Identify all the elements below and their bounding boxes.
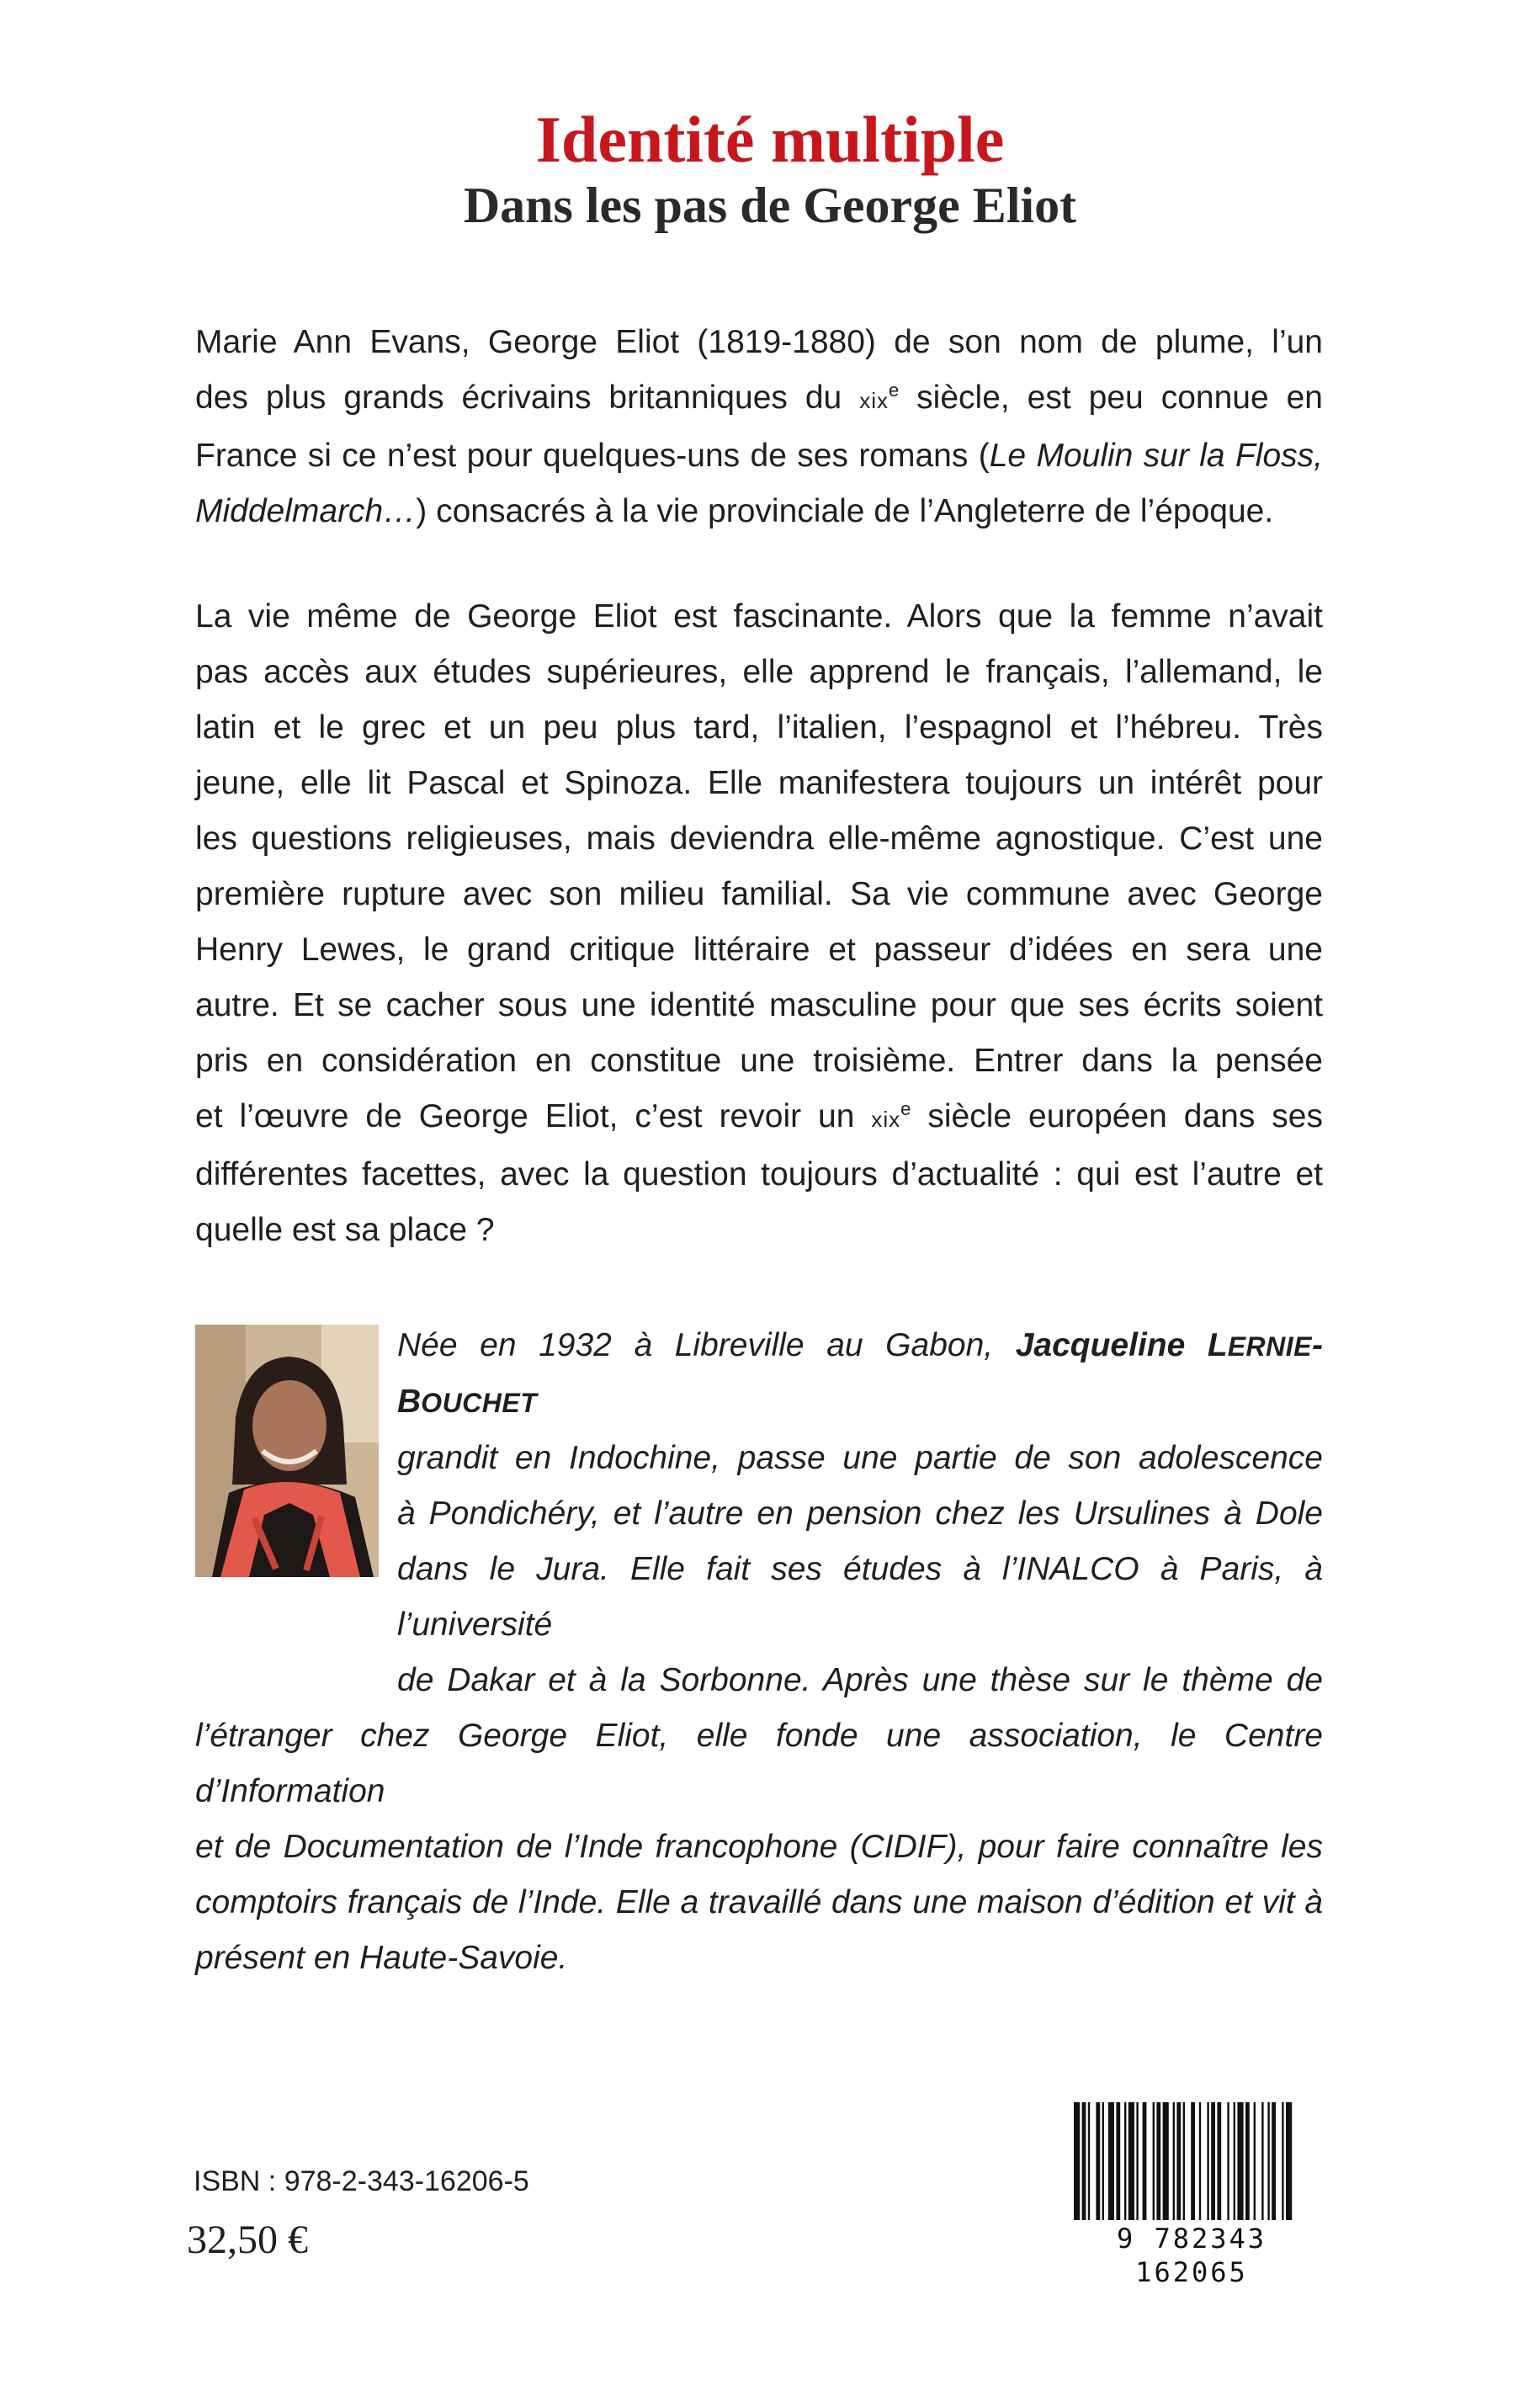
text-line: différentes facettes, avec la question toujours d’actualité : qui est l’autre et bbox=[195, 1156, 1323, 1192]
text-line: autre. Et se cacher sous une identité masculine pour que ses écrits soient bbox=[195, 987, 1323, 1023]
text-line: France si ce n’est pour quelques-uns de ses romans (Le Moulin sur la Floss, bbox=[195, 438, 1324, 474]
text-line: comptoirs français de l’Inde. Elle a travaillé dans une maison d’édition et vit à bbox=[195, 1884, 1323, 1920]
text-line: des plus grands écrivains britanniques du xix$^e$ siècle, est peu connue en bbox=[195, 380, 1323, 416]
text-line: et l’œuvre de George Eliot, c’est revoir un xix$^e$ siècle européen dans ses bbox=[195, 1098, 1323, 1134]
text-line: La vie même de George Eliot est fascinante. Alors que la femme n’avait bbox=[195, 598, 1323, 635]
book-title: Identité multiple bbox=[535, 103, 1005, 176]
text-line: jeune, elle lit Pascal et Spinoza. Elle manifestera toujours un intérêt pour bbox=[195, 765, 1323, 801]
novel-title: Le Moulin sur la Floss, bbox=[989, 438, 1324, 474]
text-line: quelle est sa place ? bbox=[195, 1212, 495, 1248]
novel-title: Middelmarch… bbox=[195, 493, 417, 529]
text-line: grandit en Indochine, passe une partie de son adolescence bbox=[397, 1440, 1323, 1476]
text-line: Middelmarch…) consacrés à la vie provinciale de l’Angleterre de l’époque. bbox=[195, 493, 1274, 529]
text-line: Henry Lewes, le grand critique littéraire et passeur d’idées en sera une bbox=[195, 932, 1323, 968]
text-line: latin et le grec et un peu plus tard, l’italien, l’espagnol et l’hébreu. Très bbox=[195, 709, 1323, 746]
text-line: et de Documentation de l’Inde francophone (CIDIF), pour faire connaître les bbox=[195, 1829, 1323, 1865]
barcode-digits: 9 782343 162065 bbox=[1116, 2223, 1267, 2288]
author-biography bbox=[195, 1318, 1323, 1986]
text-line: l’étranger chez George Eliot, elle fonde une association, le Centre d’Information bbox=[195, 1718, 1323, 1809]
text-line: première rupture avec son milieu familial. Sa vie commune avec George bbox=[195, 876, 1323, 912]
isbn-number: ISBN : 978-2-343-16206-5 bbox=[194, 2165, 529, 2197]
price-label: 32,50 € bbox=[187, 2218, 308, 2262]
text-line: présent en Haute-Savoie. bbox=[195, 1940, 568, 1976]
text-line: pas accès aux études supérieures, elle apprend le français, l’allemand, le bbox=[195, 654, 1323, 690]
author-name: Jacqueline LERNIE-BOUCHET bbox=[397, 1327, 1323, 1420]
text-line: de Dakar et à la Sorbonne. Après une thèse sur le thème de bbox=[397, 1662, 1323, 1698]
text-line: à Pondichéry, et l’autre en pension chez les Ursulines à Dole bbox=[397, 1495, 1323, 1532]
summary-paragraph-1 bbox=[195, 315, 1323, 539]
text-line: les questions religieuses, mais deviendra elle-même agnostique. C’est une bbox=[195, 821, 1323, 857]
text-line: pris en considération en constitue une troisième. Entrer dans la pensée bbox=[195, 1043, 1323, 1079]
summary-paragraph-2 bbox=[195, 589, 1323, 1258]
text-line: dans le Jura. Elle fait ses études à l’INALCO à Paris, à l’université bbox=[397, 1551, 1323, 1643]
text-line: Marie Ann Evans, George Eliot (1819-1880) de son nom de plume, l’un bbox=[195, 324, 1323, 360]
book-subtitle: Dans les pas de George Eliot bbox=[463, 178, 1077, 233]
text-line: Née en 1932 à Libreville au Gabon, Jacqueline LERNIE-BOUCHET bbox=[397, 1327, 1323, 1420]
